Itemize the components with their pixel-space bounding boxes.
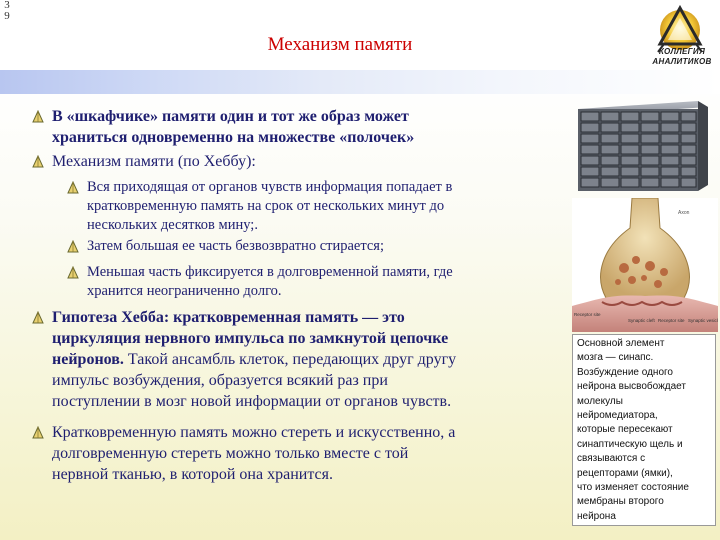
logo-text-line2: АНАЛИТИКОВ	[652, 57, 712, 66]
sub-bullet-icon	[66, 266, 80, 280]
bullet-icon	[31, 155, 45, 169]
label-synaptic-cleft: Synaptic cleft	[628, 318, 655, 323]
bullet-4: Кратковременную память можно стереть и искусственно, а долговременную стереть можно только вместе с той нервной тканью, в которой она хранится.	[52, 424, 456, 483]
label-vesicle: Synaptic vesicle	[688, 318, 718, 323]
slide-number: 3 9	[4, 0, 10, 22]
label-receptor-left: Receptor site	[574, 312, 601, 317]
header-bar	[0, 70, 720, 94]
sub-bullet-icon	[66, 181, 80, 195]
bullet-3: Гипотеза Хебба: кратковременная память — это циркуляция нервного импульса по замкнутой цепочке нейронов. Такой ансамбль клеток, передающих друг другу импульс возбуждения, образуется всякий раз при поступлении в мозг новой информации от органов чувств.	[52, 309, 457, 410]
bullet-icon	[31, 110, 45, 124]
shelves-image	[572, 95, 710, 193]
synapse-caption: Основной элемент мозга — синапс. Возбуждение одного нейрона высвобождает молекулы нейромедиатора, которые пересекают синаптическую щель и связываются с рецепторами (ямки), что изменяет состояние мембраны второго нейрона	[572, 334, 716, 526]
label-receptor-mid: Receptor site	[658, 318, 685, 323]
page-title: Механизм памяти	[267, 34, 413, 55]
sub-bullet-2: Затем большая ее часть безвозвратно стирается;	[87, 238, 384, 254]
synapse-image	[572, 198, 718, 332]
sub-bullet-icon	[66, 240, 80, 254]
bullet-2: Механизм памяти (по Хеббу):	[52, 153, 256, 170]
sub-bullet-1: Вся приходящая от органов чувств информация попадает в кратковременную память на срок от нескольких минут до нескольких десятков мину;.	[87, 179, 453, 233]
bullet-1: В «шкафчике» памяти один и тот же образ может храниться одновременно на множестве «полочек»	[52, 108, 415, 146]
sub-bullet-3: Меньшая часть фиксируется в долговременной памяти, где хранится неограниченно долго.	[87, 264, 453, 299]
label-axon: Axon	[678, 210, 690, 216]
logo-text-line1: КОЛЛЕГИЯ	[658, 47, 706, 56]
bullet-icon	[31, 426, 45, 440]
bullet-icon	[31, 311, 45, 325]
